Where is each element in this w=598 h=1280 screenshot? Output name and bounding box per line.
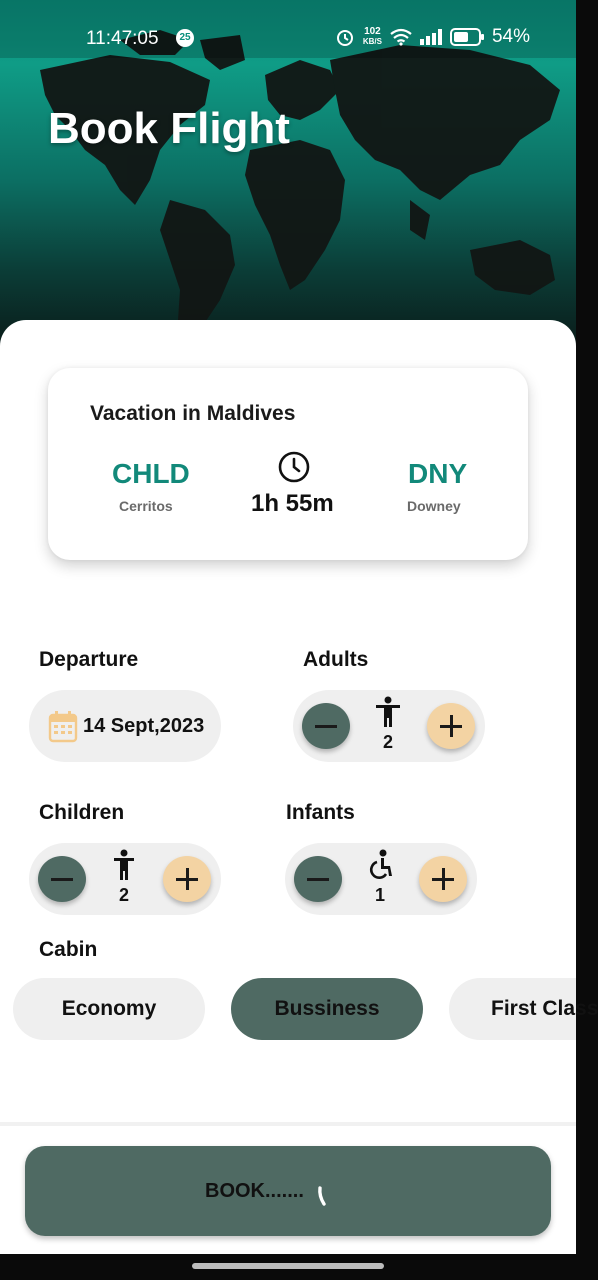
infants-decrement-button[interactable] (294, 856, 342, 902)
book-button-label: BOOK....... (205, 1180, 304, 1202)
infants-stepper (285, 843, 477, 915)
adults-stepper (293, 690, 485, 762)
cabin-option-economy[interactable]: Economy (13, 978, 205, 1040)
loading-spinner-icon (317, 1184, 331, 1208)
system-navigation-bar (0, 1254, 576, 1280)
alarm-icon (335, 27, 355, 47)
origin-city: Cerritos (119, 498, 173, 514)
status-icons (335, 26, 530, 48)
children-count: 2 (118, 885, 129, 905)
notification-badge: 25 (176, 29, 194, 47)
calendar-icon (49, 710, 77, 742)
home-gesture-handle[interactable] (192, 1263, 384, 1269)
battery-icon (450, 28, 484, 46)
header (0, 0, 576, 360)
divider (0, 1122, 576, 1126)
adults-decrement-button[interactable] (302, 703, 350, 749)
adults-label: Adults (303, 648, 369, 671)
children-decrement-button[interactable] (38, 856, 86, 902)
book-button[interactable] (25, 1146, 551, 1236)
origin-code: CHLD (112, 458, 190, 489)
status-time: 11:47:05 (86, 28, 159, 49)
flight-duration: 1h 55m (251, 490, 334, 517)
destination-city: Downey (407, 498, 461, 514)
destination-code: DNY (408, 458, 468, 489)
departure-date: 14 Sept,2023 (83, 715, 205, 737)
trip-title: Vacation in Maldives (90, 402, 296, 425)
battery-percent: 54% (491, 26, 530, 47)
cabin-option-first-class[interactable]: First Class (449, 978, 576, 1040)
children-stepper (29, 843, 221, 915)
network-speed: 102 KB/S (362, 26, 382, 46)
children-increment-button[interactable] (163, 856, 211, 902)
signal-icon (420, 29, 442, 45)
status-bar (0, 0, 576, 58)
infants-increment-button[interactable] (419, 856, 467, 902)
departure-date-picker[interactable] (29, 690, 221, 762)
booking-sheet (0, 320, 598, 1254)
departure-label: Departure (39, 648, 139, 671)
children-label: Children (39, 801, 125, 824)
wifi-icon (390, 28, 412, 46)
adults-count: 2 (382, 732, 393, 752)
page-title: Book Flight (48, 104, 290, 153)
adult-icon (373, 696, 403, 728)
adults-increment-button[interactable] (427, 703, 475, 749)
infants-label: Infants (286, 801, 355, 824)
infants-count: 1 (374, 885, 385, 905)
cabin-option-business[interactable]: Bussiness (231, 978, 423, 1040)
trip-card (48, 368, 528, 560)
child-icon (109, 849, 139, 881)
clock-icon (277, 450, 311, 484)
wheelchair-icon (365, 849, 395, 881)
cabin-label: Cabin (39, 938, 98, 961)
